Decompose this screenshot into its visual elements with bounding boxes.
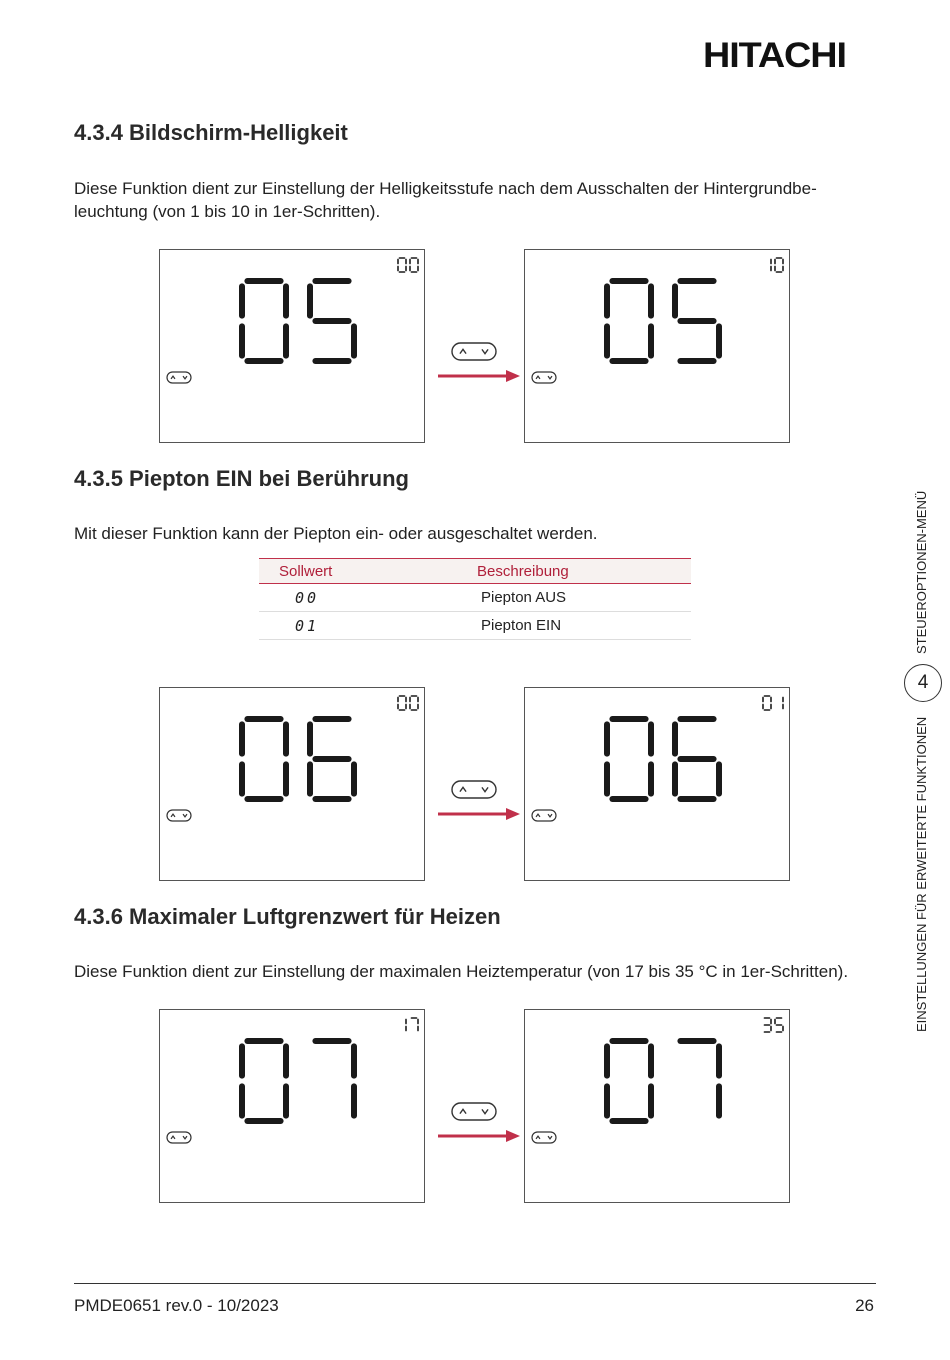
- chevron-up-icon: [460, 787, 466, 791]
- table-row: [259, 612, 691, 640]
- section-text-435: Mit dieser Funktion kann der Piepton ein- oder ausgeschaltet werden.: [74, 524, 598, 543]
- lcd-small-digit: [411, 1018, 418, 1031]
- lcd-display-434-after: [524, 249, 790, 443]
- up-down-keys-icon: [452, 343, 496, 360]
- up-down-keys-icon: [167, 1132, 191, 1143]
- up-down-keys-icon: [452, 781, 496, 798]
- lcd-main-digit: [242, 281, 286, 361]
- arrow-435: [436, 780, 526, 820]
- chevron-up-icon: [171, 376, 175, 379]
- lcd-main-digit: [607, 1041, 651, 1121]
- table-row: [259, 584, 691, 612]
- up-down-keys-icon: [167, 372, 191, 383]
- table-cell-value: 00: [295, 588, 320, 607]
- chevron-up-icon: [460, 1109, 466, 1113]
- lcd-display-435-after: [524, 687, 790, 881]
- section-text-436: Diese Funktion dient zur Einstellung der maximalen Heiztemperatur (von 17 bis 35 °C in 1er-Schritten).: [74, 962, 849, 981]
- chevron-down-icon: [183, 814, 187, 817]
- arrow-434: [436, 342, 526, 382]
- lcd-main-digit: [607, 719, 651, 799]
- up-down-keys-icon: [532, 1132, 556, 1143]
- lcd-main-digit: [242, 719, 286, 799]
- chevron-down-icon: [482, 787, 488, 791]
- lcd-main-digit: [607, 281, 651, 361]
- arrow-436: [436, 1102, 526, 1142]
- table-cell-desc: Piepton EIN: [481, 617, 562, 634]
- section-heading-436: 4.3.6 Maximaler Luftgrenzwert für Heizen: [74, 904, 501, 929]
- chevron-down-icon: [482, 1109, 488, 1113]
- arrow-right-icon: [506, 1130, 520, 1142]
- lcd-display-435-before: [159, 687, 425, 881]
- table-cell-value: 01: [295, 616, 320, 635]
- lcd-small-digit: [775, 1018, 783, 1032]
- lcd-small-digit: [410, 696, 418, 710]
- lcd-main-digit: [310, 281, 354, 361]
- chapter-number: 4: [904, 664, 942, 702]
- lcd-main-digit: [680, 1041, 719, 1116]
- lcd-display-436-after: [524, 1009, 790, 1203]
- section-text-434-line1: Diese Funktion dient zur Einstellung der Helligkeitsstufe nach dem Ausschalten der Hintergrundbe-: [74, 179, 817, 198]
- lcd-small-digit: [410, 258, 418, 272]
- lcd-display-434-before: [159, 249, 425, 443]
- lcd-small-digit: [398, 258, 406, 272]
- up-down-keys-icon: [532, 372, 556, 383]
- section-text-434-line2: leuchtung (von 1 bis 10 in 1er-Schritten).: [74, 202, 381, 221]
- lcd-small-digit: [398, 696, 406, 710]
- chevron-down-icon: [183, 376, 187, 379]
- hitachi-logo: HITACHI: [703, 36, 846, 75]
- arrow-right-icon: [506, 808, 520, 820]
- table-header-beschreibung: Beschreibung: [477, 562, 569, 580]
- lcd-small-digit: [764, 1018, 771, 1032]
- up-down-keys-icon: [452, 1103, 496, 1120]
- chevron-down-icon: [548, 376, 552, 379]
- sidebar-text-bottom: EINSTELLUNGEN FÜR ERWEITERTE FUNKTIONEN: [914, 716, 929, 1032]
- chevron-down-icon: [548, 814, 552, 817]
- lcd-main-digit: [315, 1041, 354, 1116]
- setting-table: [259, 558, 691, 640]
- page-number: 26: [855, 1296, 874, 1315]
- chevron-up-icon: [536, 814, 540, 817]
- chevron-up-icon: [460, 349, 466, 353]
- lcd-main-digit: [675, 281, 719, 361]
- chevron-up-icon: [536, 1136, 540, 1139]
- table-header: [259, 558, 691, 584]
- table-header-sollwert: Sollwert: [279, 562, 333, 580]
- up-down-keys-icon: [167, 810, 191, 821]
- lcd-main-digit: [242, 1041, 286, 1121]
- chevron-up-icon: [171, 1136, 175, 1139]
- lcd-main-digit: [675, 719, 719, 799]
- section-heading-434: 4.3.4 Bildschirm-Helligkeit: [74, 120, 348, 145]
- lcd-display-436-before: [159, 1009, 425, 1203]
- arrow-right-icon: [506, 370, 520, 382]
- table-cell-desc: Piepton AUS: [481, 589, 567, 606]
- chevron-up-icon: [536, 376, 540, 379]
- chevron-down-icon: [548, 1136, 552, 1139]
- chevron-down-icon: [183, 1136, 187, 1139]
- lcd-small-digit: [763, 696, 771, 710]
- lcd-small-digit: [775, 258, 783, 272]
- footer-doc-id: PMDE0651 rev.0 - 10/2023: [74, 1296, 279, 1315]
- lcd-main-digit: [310, 719, 354, 799]
- section-heading-435: 4.3.5 Piepton EIN bei Berührung: [74, 466, 409, 491]
- sidebar-text-top: STEUEROPTIONEN-MENÜ: [914, 490, 929, 654]
- chevron-down-icon: [482, 349, 488, 353]
- up-down-keys-icon: [532, 810, 556, 821]
- chevron-up-icon: [171, 814, 175, 817]
- footer-divider: [74, 1283, 876, 1284]
